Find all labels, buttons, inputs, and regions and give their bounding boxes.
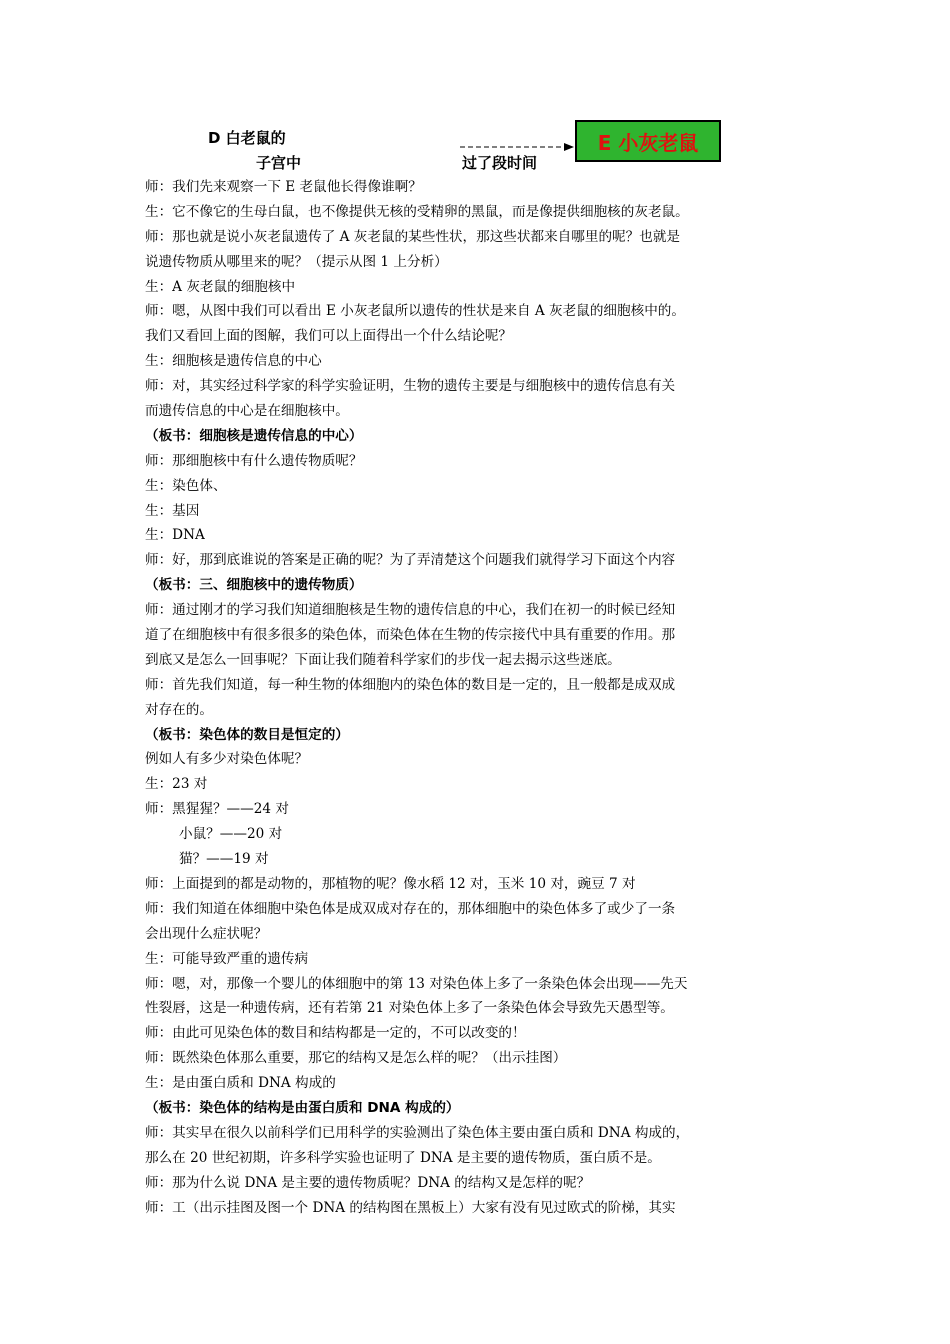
blackboard-note: （板书：三、细胞核中的遗传物质） bbox=[145, 577, 363, 594]
d-mouse-label-line2: 子宫中 bbox=[256, 154, 302, 172]
transcript-line: 师：那也就是说小灰老鼠遗传了 A 灰老鼠的某些性状，那这些状都来自哪里的呢？也就是 bbox=[145, 228, 681, 245]
transcript-line: 生：染色体、 bbox=[145, 477, 227, 494]
transcript-line: 生：DNA bbox=[145, 527, 205, 544]
e-mouse-box-label: E 小灰老鼠 bbox=[597, 130, 699, 155]
transcript-line: 师：首先我们知道，每一种生物的体细胞内的染色体的数目是一定的，且一般都是成双成 bbox=[145, 676, 676, 693]
transcript-line: 师：我们知道在体细胞中染色体是成双成对存在的，那体细胞中的染色体多了或少了一条 bbox=[145, 900, 676, 917]
transcript-line: 师：上面提到的都是动物的，那植物的呢？像水稻 12 对，玉米 10 对，豌豆 7 对 bbox=[145, 875, 636, 892]
transcript-line: 生：它不像它的生母白鼠，也不像提供无核的受精卵的黑鼠，而是像提供细胞核的灰老鼠。 bbox=[145, 203, 689, 220]
transcript-line: 师：那为什么说 DNA 是主要的遗传物质呢？DNA 的结构又是怎样的呢？ bbox=[145, 1174, 591, 1191]
transcript-line: 那么在 20 世纪初期，许多科学实验也证明了 DNA 是主要的遗传物质，蛋白质不是。 bbox=[145, 1149, 661, 1166]
blackboard-note: （板书：染色体的结构是由蛋白质和 DNA 构成的） bbox=[145, 1099, 460, 1116]
transcript-line: 性裂唇，这是一种遗传病，还有若第 21 对染色体上多了一条染色体会导致先天愚型等。 bbox=[145, 1000, 674, 1017]
transcript-line: 而遗传信息的中心是在细胞核中。 bbox=[145, 403, 349, 420]
transcript-line: 师：通过刚才的学习我们知道细胞核是生物的遗传信息的中心，我们在初一的时候已经知 bbox=[145, 602, 676, 619]
transcript-line: 我们又看回上面的图解，我们可以上面得出一个什么结论呢？ bbox=[145, 328, 513, 345]
blackboard-note: （板书：染色体的数目是恒定的） bbox=[145, 726, 349, 743]
transcript-line: 猫？——19 对 bbox=[179, 851, 269, 868]
transcript-line: 生：是由蛋白质和 DNA 构成的 bbox=[145, 1075, 336, 1092]
transcript-line: 生：基因 bbox=[145, 502, 200, 519]
blackboard-note: （板书：细胞核是遗传信息的中心） bbox=[145, 427, 363, 444]
transcript-line: 到底又是怎么一回事呢？下面让我们随着科学家们的步伐一起去揭示这些迷底。 bbox=[145, 651, 621, 668]
transcript-line: 生：A 灰老鼠的细胞核中 bbox=[145, 278, 296, 295]
transcript-line: 说遗传物质从哪里来的呢？（提示从图 1 上分析） bbox=[145, 253, 448, 270]
lesson-transcript bbox=[145, 175, 815, 1220]
transcript-line: 师：工（出示挂图及图一个 DNA 的结构图在黑板上）大家有没有见过欧式的阶梯，其实 bbox=[145, 1199, 676, 1216]
transcript-line: 师：对，其实经过科学家的科学实验证明，生物的遗传主要是与细胞核中的遗传信息有关 bbox=[145, 378, 676, 395]
transcript-line: 对存在的。 bbox=[145, 701, 213, 718]
diagram-fragment bbox=[0, 0, 950, 175]
transcript-line: 生：23 对 bbox=[145, 776, 208, 793]
time-passed-label: 过了段时间 bbox=[462, 154, 538, 172]
transcript-line: 例如人有多少对染色体呢？ bbox=[145, 751, 309, 768]
transcript-line: 师：嗯，对，那像一个婴儿的体细胞中的第 13 对染色体上多了一条染色体会出现——先天 bbox=[145, 975, 688, 992]
transcript-line: 师：我们先来观察一下 E 老鼠他长得像谁啊？ bbox=[145, 179, 422, 195]
e-mouse-box bbox=[575, 120, 721, 162]
transcript-line: 会出现什么症状呢？ bbox=[145, 925, 268, 942]
transcript-line: 师：好，那到底谁说的答案是正确的呢？为了弄清楚这个问题我们就得学习下面这个内容 bbox=[145, 552, 676, 569]
transcript-line: 师：那细胞核中有什么遗传物质呢？ bbox=[145, 452, 363, 469]
transcript-line: 师：其实早在很久以前科学们已用科学的实验测出了染色体主要由蛋白质和 DNA 构成的， bbox=[145, 1124, 690, 1141]
transcript-line: 师：嗯，从图中我们可以看出 E 小灰老鼠所以遗传的性状是来自 A 灰老鼠的细胞核中的。 bbox=[145, 303, 685, 320]
transcript-line: 师：黑猩猩？——24 对 bbox=[145, 801, 289, 818]
transcript-line: 道了在细胞核中有很多很多的染色体，而染色体在生物的传宗接代中具有重要的作用。那 bbox=[145, 627, 676, 644]
transcript-line: 生：细胞核是遗传信息的中心 bbox=[145, 353, 322, 370]
transcript-line: 师：既然染色体那么重要，那它的结构又是怎么样的呢？（出示挂图） bbox=[145, 1050, 567, 1067]
transcript-line: 小鼠？——20 对 bbox=[179, 826, 283, 843]
transcript-line: 生：可能导致严重的遗传病 bbox=[145, 950, 309, 967]
d-mouse-label-line1: D 白老鼠的 bbox=[208, 129, 286, 147]
transcript-line: 师：由此可见染色体的数目和结构都是一定的，不可以改变的！ bbox=[145, 1025, 526, 1042]
